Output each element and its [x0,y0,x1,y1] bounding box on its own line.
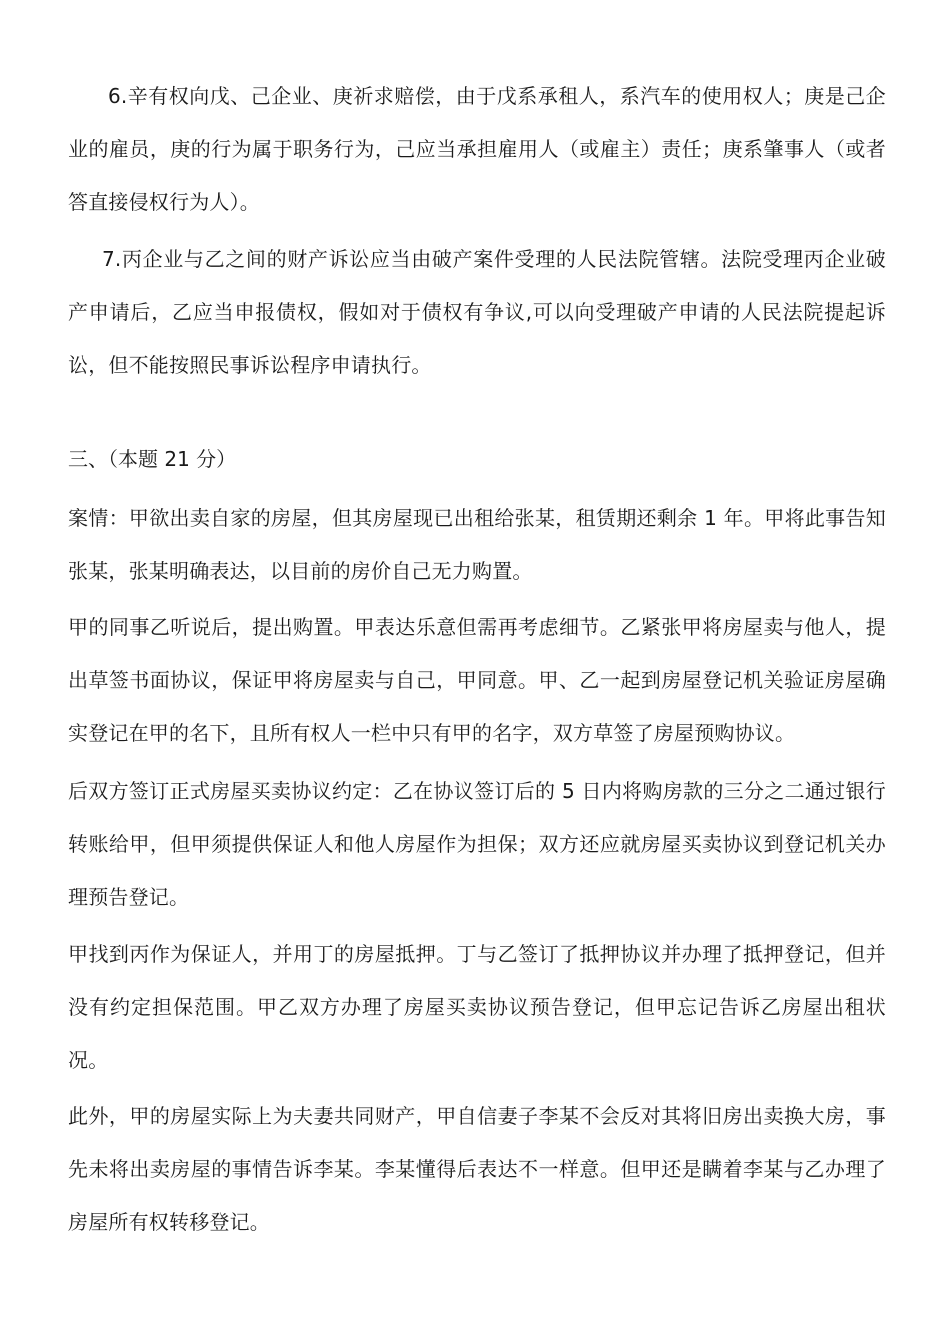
case-paragraph-4: 甲找到丙作为保证人，并用丁的房屋抵押。丁与乙签订了抵押协议并办理了抵押登记，但并没有约定担保范围。甲乙双方办理了房屋买卖协议预告登记，但甲忘记告诉乙房屋出租状况。 [68,942,886,1072]
case-paragraph-1: 案情：甲欲出卖自家的房屋，但其房屋现已出租给张某，租赁期还剩余 1 年。甲将此事告知张某，张某明确表达，以目前的房价自己无力购置。 [68,506,886,583]
paragraph-item-7: 7.丙企业与乙之间的财产诉讼应当由破产案件受理的人民法院管辖。法院受理丙企业破产申请后，乙应当申报债权，假如对于债权有争议,可以向受理破产申请的人民法院提起诉讼，但不能按照民事诉讼程序申请执行。 [68,247,886,377]
case-paragraph-3: 后双方签订正式房屋买卖协议约定：乙在协议签订后的 5 日内将购房款的三分之二通过银行转账给甲，但甲须提供保证人和他人房屋作为担保；双方还应就房屋买卖协议到登记机关办理预告登记。 [68,779,886,909]
case-paragraph-5: 此外，甲的房屋实际上为夫妻共同财产，甲自信妻子李某不会反对其将旧房出卖换大房，事先未将出卖房屋的事情告诉李某。李某懂得后表达不一样意。但甲还是瞒着李某与乙办理了房屋所有权转移登记。 [68,1104,886,1234]
section-heading: 三、（本题 21 分） [68,447,237,471]
paragraph-item-6: 6.辛有权向戊、己企业、庚祈求赔偿，由于戊系承租人，系汽车的使用权人；庚是己企业的雇员，庚的行为属于职务行为，己应当承担雇用人（或雇主）责任；庚系肇事人（或者答直接侵权行为人）。 [68,84,886,214]
case-paragraph-2: 甲的同事乙听说后，提出购置。甲表达乐意但需再考虑细节。乙紧张甲将房屋卖与他人，提出草签书面协议，保证甲将房屋卖与自己，甲同意。甲、乙一起到房屋登记机关验证房屋确实登记在甲的名下，且所有权人一栏中只有甲的名字，双方草签了房屋预购协议。 [68,615,886,745]
